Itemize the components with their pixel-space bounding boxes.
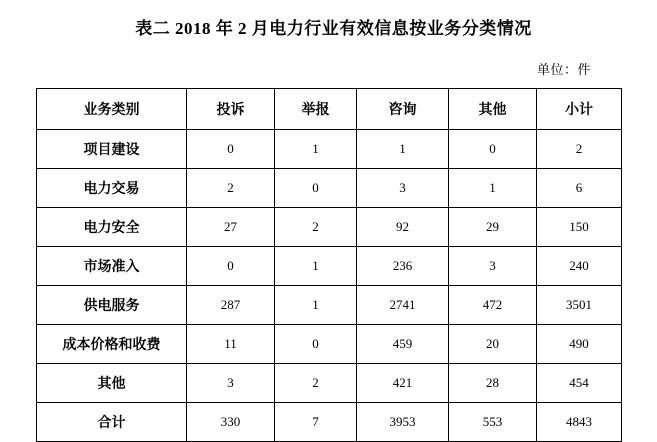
- table-row: [37, 286, 622, 325]
- cell-complaint: 11: [187, 325, 275, 364]
- cell-report: 2: [275, 208, 357, 247]
- row-label: 供电服务: [37, 286, 187, 325]
- row-label: 成本价格和收费: [37, 325, 187, 364]
- cell-complaint: 0: [187, 247, 275, 286]
- cell-consult: 3953: [357, 403, 449, 442]
- cell-report: 2: [275, 364, 357, 403]
- cell-complaint: 287: [187, 286, 275, 325]
- row-label: 合计: [37, 403, 187, 442]
- row-label: 其他: [37, 364, 187, 403]
- cell-complaint: 0: [187, 130, 275, 169]
- cell-report: 1: [275, 130, 357, 169]
- table-header: [37, 89, 622, 130]
- cell-other: 29: [449, 208, 537, 247]
- table-row: [37, 130, 622, 169]
- page-title: 表二 2018 年 2 月电力行业有效信息按业务分类情况: [135, 19, 532, 38]
- table-header-row: [37, 89, 622, 130]
- cell-consult: 2741: [357, 286, 449, 325]
- cell-report: 1: [275, 247, 357, 286]
- cell-subtotal: 6: [537, 169, 622, 208]
- table-row-total: [37, 403, 622, 442]
- cell-subtotal: 490: [537, 325, 622, 364]
- cell-report: 0: [275, 325, 357, 364]
- cell-other: 0: [449, 130, 537, 169]
- row-label: 市场准入: [37, 247, 187, 286]
- cell-complaint: 2: [187, 169, 275, 208]
- table-container: [0, 78, 657, 442]
- cell-other: 28: [449, 364, 537, 403]
- column-header-category: 业务类别: [37, 89, 187, 130]
- row-label: 电力安全: [37, 208, 187, 247]
- cell-consult: 3: [357, 169, 449, 208]
- unit-note: 单位：件: [536, 62, 591, 77]
- cell-consult: 459: [357, 325, 449, 364]
- cell-subtotal: 4843: [537, 403, 622, 442]
- statistics-table: [36, 88, 622, 442]
- table-row: [37, 208, 622, 247]
- cell-report: 0: [275, 169, 357, 208]
- column-header-consult: 咨询: [357, 89, 449, 130]
- cell-subtotal: 454: [537, 364, 622, 403]
- table-row: [37, 169, 622, 208]
- cell-other: 1: [449, 169, 537, 208]
- row-label: 项目建设: [37, 130, 187, 169]
- table-row: [37, 247, 622, 286]
- cell-subtotal: 150: [537, 208, 622, 247]
- cell-complaint: 27: [187, 208, 275, 247]
- table-row: [37, 325, 622, 364]
- cell-report: 1: [275, 286, 357, 325]
- cell-subtotal: 2: [537, 130, 622, 169]
- cell-other: 3: [449, 247, 537, 286]
- cell-other: 553: [449, 403, 537, 442]
- cell-report: 7: [275, 403, 357, 442]
- cell-consult: 1: [357, 130, 449, 169]
- cell-complaint: 3: [187, 364, 275, 403]
- cell-consult: 421: [357, 364, 449, 403]
- cell-consult: 236: [357, 247, 449, 286]
- cell-consult: 92: [357, 208, 449, 247]
- cell-other: 472: [449, 286, 537, 325]
- cell-subtotal: 3501: [537, 286, 622, 325]
- row-label: 电力交易: [37, 169, 187, 208]
- table-body: [37, 130, 622, 442]
- column-header-report: 举报: [275, 89, 357, 130]
- cell-subtotal: 240: [537, 247, 622, 286]
- column-header-subtotal: 小计: [537, 89, 622, 130]
- column-header-other: 其他: [449, 89, 537, 130]
- column-header-complaint: 投诉: [187, 89, 275, 130]
- cell-other: 20: [449, 325, 537, 364]
- cell-complaint: 330: [187, 403, 275, 442]
- table-row: [37, 364, 622, 403]
